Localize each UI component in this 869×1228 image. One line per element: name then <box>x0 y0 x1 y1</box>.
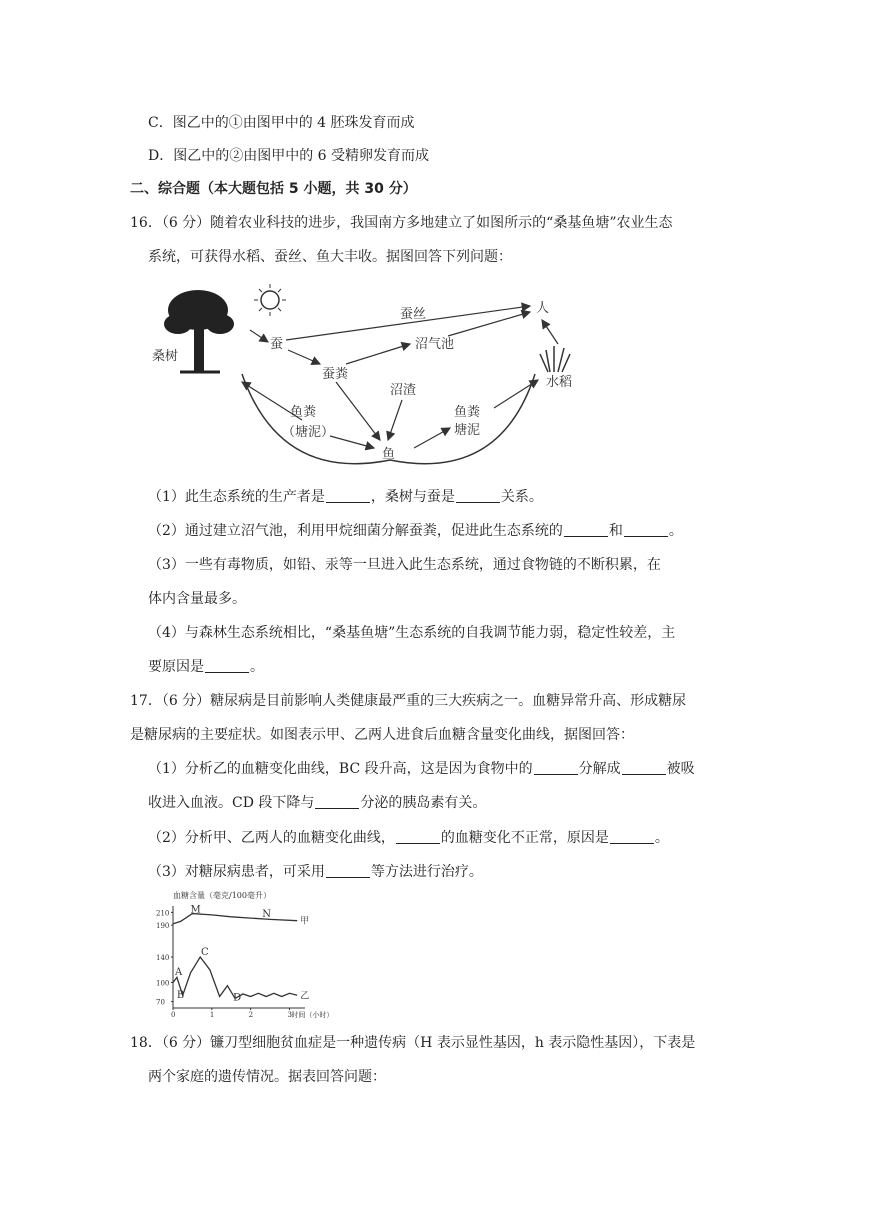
point-label-B: B <box>176 989 185 1001</box>
label-rice: 水稻 <box>546 375 573 390</box>
q16-stem-line2: 系统，可获得水稻、蚕丝、鱼大丰收。据图回答下列问题： <box>148 249 512 265</box>
option-c: C．图乙中的①由图甲中的 4 胚珠发育而成 <box>148 115 415 131</box>
q17-sub2-a: （2）分析甲、乙两人的血糖变化曲线， <box>148 830 395 846</box>
label-pond-mud-left: （塘泥） <box>282 425 335 440</box>
q17-sub1-d: 收进入血液。CD 段下降与 <box>148 795 315 811</box>
q17-sub1-e: 分泌的胰岛素有关。 <box>360 795 487 811</box>
q17-stem-line2: 是糖尿病的主要症状。如图表示甲、乙两人进食后血糖含量变化曲线，据图回答： <box>130 727 634 743</box>
q17-sub2-b: 的血糖变化不正常，原因是 <box>440 830 609 846</box>
label-biogas-pool: 沼气池 <box>415 337 455 352</box>
q17-sub2 <box>148 828 669 848</box>
option-d: D．图乙中的②由图甲中的 6 受精卵发育而成 <box>148 148 430 164</box>
y-tick-label: 190 <box>156 922 170 931</box>
point-label-C: C <box>200 947 209 959</box>
answer-blank[interactable] <box>396 829 440 844</box>
q17-sub1-line2 <box>148 793 486 813</box>
answer-blank[interactable] <box>205 658 249 673</box>
y-tick-label: 140 <box>156 954 170 962</box>
q16-sub3-line2: 体内含量最多。 <box>148 591 246 607</box>
answer-blank[interactable] <box>315 794 359 809</box>
rice-plant-icon <box>540 346 570 372</box>
point-label-M: M <box>190 904 201 916</box>
q17-sub3 <box>148 862 483 882</box>
q16-sub2-b: 和 <box>608 523 623 539</box>
x-tick-label: 3 <box>287 1011 292 1019</box>
label-human: 人 <box>536 301 550 316</box>
point-label-N: N <box>262 908 272 920</box>
q17-sub3-b: 等方法进行治疗。 <box>370 864 483 880</box>
answer-blank[interactable] <box>326 488 370 503</box>
answer-blank[interactable] <box>456 488 500 503</box>
q17-sub1-b: 分解成 <box>578 761 621 777</box>
x-tick-label: 2 <box>248 1011 254 1019</box>
q18-stem-line2: 两个家庭的遗传情况。据表回答问题： <box>148 1069 386 1085</box>
x-tick-label: 1 <box>209 1011 215 1019</box>
point-label-D: D <box>233 992 242 1004</box>
section-title: 二、综合题（本大题包括 5 小题，共 30 分） <box>130 181 417 197</box>
q17-sub3-a: （3）对糖尿病患者，可采用 <box>148 864 325 880</box>
x-axis-label: 时间（小时） <box>291 1011 334 1019</box>
answer-blank[interactable] <box>610 829 654 844</box>
y-tick-label: 210 <box>156 909 170 918</box>
label-fish: 鱼 <box>382 447 396 462</box>
series-label: 甲 <box>300 916 310 927</box>
point-label-A: A <box>174 966 183 978</box>
q16-sub4-line1: （4）与森林生态系统相比，“桑基鱼塘”生态系统的自我调节能力弱，稳定性较差，主 <box>148 625 676 641</box>
x-tick-label: 0 <box>171 1011 176 1019</box>
label-biogas-residue: 沼渣 <box>390 383 417 398</box>
q16-sub4-line2 <box>148 657 264 677</box>
q16-sub4-a: 要原因是 <box>148 659 204 675</box>
chart-title: 血糖含量（毫克/100毫升） <box>173 891 271 900</box>
label-pond-mud-right: 塘泥 <box>454 423 481 438</box>
label-fish-feces-left: 鱼粪 <box>290 405 317 420</box>
label-silkworm: 蚕 <box>270 337 284 352</box>
answer-blank[interactable] <box>534 760 578 775</box>
q16-sub3-line1: （3）一些有毒物质，如铅、汞等一旦进入此生态系统，通过食物链的不断积累，在 <box>148 557 661 573</box>
answer-blank[interactable] <box>622 760 666 775</box>
q17-sub1-a: （1）分析乙的血糖变化曲线，BC 段升高，这是因为食物中的 <box>148 761 533 777</box>
q16-sub2-a: （2）通过建立沼气池，利用甲烷细菌分解蚕粪，促进此生态系统的 <box>148 523 563 539</box>
y-tick-label: 100 <box>156 979 170 988</box>
q16-stem-line1: 16．（6 分）随着农业科技的进步，我国南方多地建立了如图所示的“桑基鱼塘”农业生态 <box>130 215 673 231</box>
label-silkworm-feces: 蚕粪 <box>322 367 349 382</box>
label-mulberry: 桑树 <box>152 349 179 364</box>
mulberry-fish-pond-diagram <box>150 282 590 470</box>
answer-blank[interactable] <box>326 863 370 878</box>
q16-sub1-b: ，桑树与蚕是 <box>370 489 455 505</box>
q16-sub1 <box>148 487 543 507</box>
sun-icon <box>254 284 286 316</box>
q17-sub2-c: 。 <box>654 830 669 846</box>
q16-sub4-b: 。 <box>250 659 264 675</box>
label-fish-feces-right: 鱼粪 <box>454 405 481 420</box>
q16-sub1-a: （1）此生态系统的生产者是 <box>148 489 325 505</box>
q17-sub1-line1 <box>148 759 695 779</box>
q16-sub2 <box>148 521 683 541</box>
q17-sub1-c: 被吸 <box>666 761 695 777</box>
series-label: 乙 <box>300 991 310 1002</box>
y-tick-label: 70 <box>156 998 165 1007</box>
label-silk: 蚕丝 <box>400 307 427 322</box>
blood-glucose-chart <box>155 888 334 1028</box>
answer-blank[interactable] <box>624 522 668 537</box>
q18-stem-line1: 18．（6 分）镰刀型细胞贫血症是一种遗传病（H 表示显性基因，h 表示隐性基因），下表是 <box>130 1035 696 1051</box>
q16-sub2-c: 。 <box>668 523 683 539</box>
q16-sub1-c: 关系。 <box>500 489 543 505</box>
q17-stem-line1: 17．（6 分）糖尿病是目前影响人类健康最严重的三大疾病之一。血糖异常升高、形成糖尿 <box>130 693 687 709</box>
answer-blank[interactable] <box>564 522 608 537</box>
